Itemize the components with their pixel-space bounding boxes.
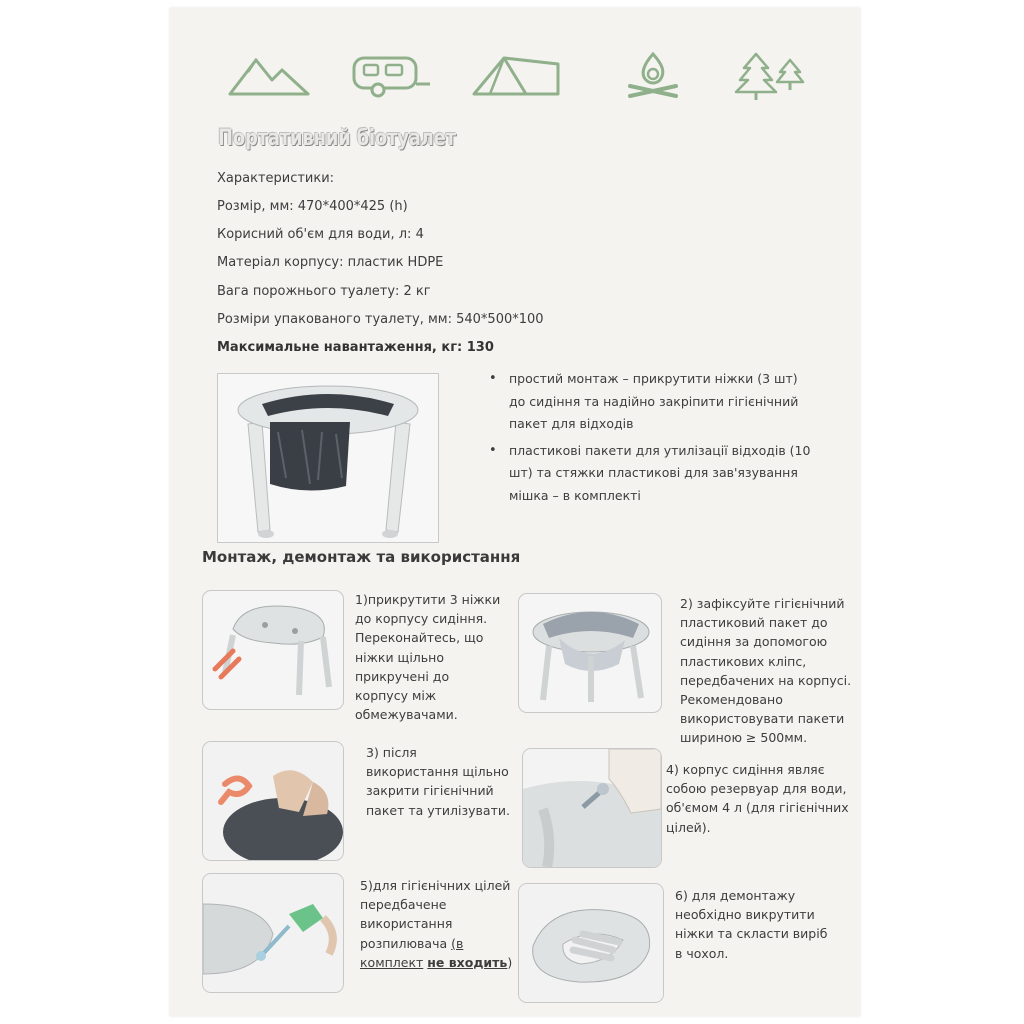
spec-max-load: Максимальне навантаження, кг: 130 [217, 340, 494, 355]
step-4-image [522, 748, 662, 868]
campfire-icon [622, 50, 684, 100]
spec-heading: Характеристики: [217, 171, 335, 186]
product-photo [217, 373, 439, 543]
kit-word: комплект [360, 954, 424, 970]
icon-row [220, 50, 820, 110]
not-included-note: не входить [427, 954, 508, 970]
mountains-icon [228, 50, 310, 100]
spec-volume: Корисний об'єм для води, л: 4 [217, 227, 424, 242]
step-2-image [518, 593, 662, 713]
instruction-sheet [170, 8, 860, 1016]
step-5-image [202, 873, 344, 993]
feature-item: • пластикові пакети для утилізації відходів (10 шт) та стяжки пластикові для зав'язування мішка – в комплекті [489, 442, 811, 503]
spec-weight: Вага порожнього туалету: 2 кг [217, 284, 431, 299]
spec-material: Матеріал корпусу: пластик HDPE [217, 255, 444, 270]
step-1-text: 1)прикрутити 3 ніжки до корпусу сидіння. Переконайтесь, що ніжки щільно прикручені до корпусу між обмежувачами. [355, 592, 501, 723]
section-title: Монтаж, демонтаж та використання [202, 548, 521, 566]
spec-packed-size: Розміри упакованого туалету, мм: 540*500*100 [217, 312, 544, 327]
spec-size: Розмір, мм: 470*400*425 (h) [217, 199, 408, 214]
product-title: Портативний біотуалет [218, 126, 456, 151]
step-2-text: 2) зафіксуйте гігієнічний пластиковий пакет до сидіння за допомогою пластикових кліпс, передбачених на корпусі. Рекомендовано використовувати пакети шириною ≥ 500мм. [680, 596, 852, 746]
pine-trees-icon [730, 50, 812, 102]
feature-item: • простий монтаж – прикрутити ніжки (3 шт) до сидіння та надійно закріпити гігієнічний пакет для відходів [489, 371, 799, 431]
step-6-text: 6) для демонтажу необхідно викрутити ніжки та скласти виріб в чохол. [675, 888, 828, 961]
step-6-image [518, 883, 664, 1003]
step-1-image [202, 590, 344, 710]
tent-icon [470, 50, 562, 100]
step-3-text: 3) після використання щільно закрити гігієнічний пакет та утилізувати. [366, 745, 510, 818]
feature-list [489, 368, 835, 507]
step-4-text: 4) корпус сидіння являє собою резервуар для води, об'ємом 4 л (для гігієнічних цілей). [666, 762, 849, 835]
step-3-image [202, 741, 344, 861]
caravan-icon [348, 50, 434, 100]
step-5-text: 5)для гігієнічних цілей передбачене використання розпилювача (в комплект не входить) [360, 878, 513, 970]
